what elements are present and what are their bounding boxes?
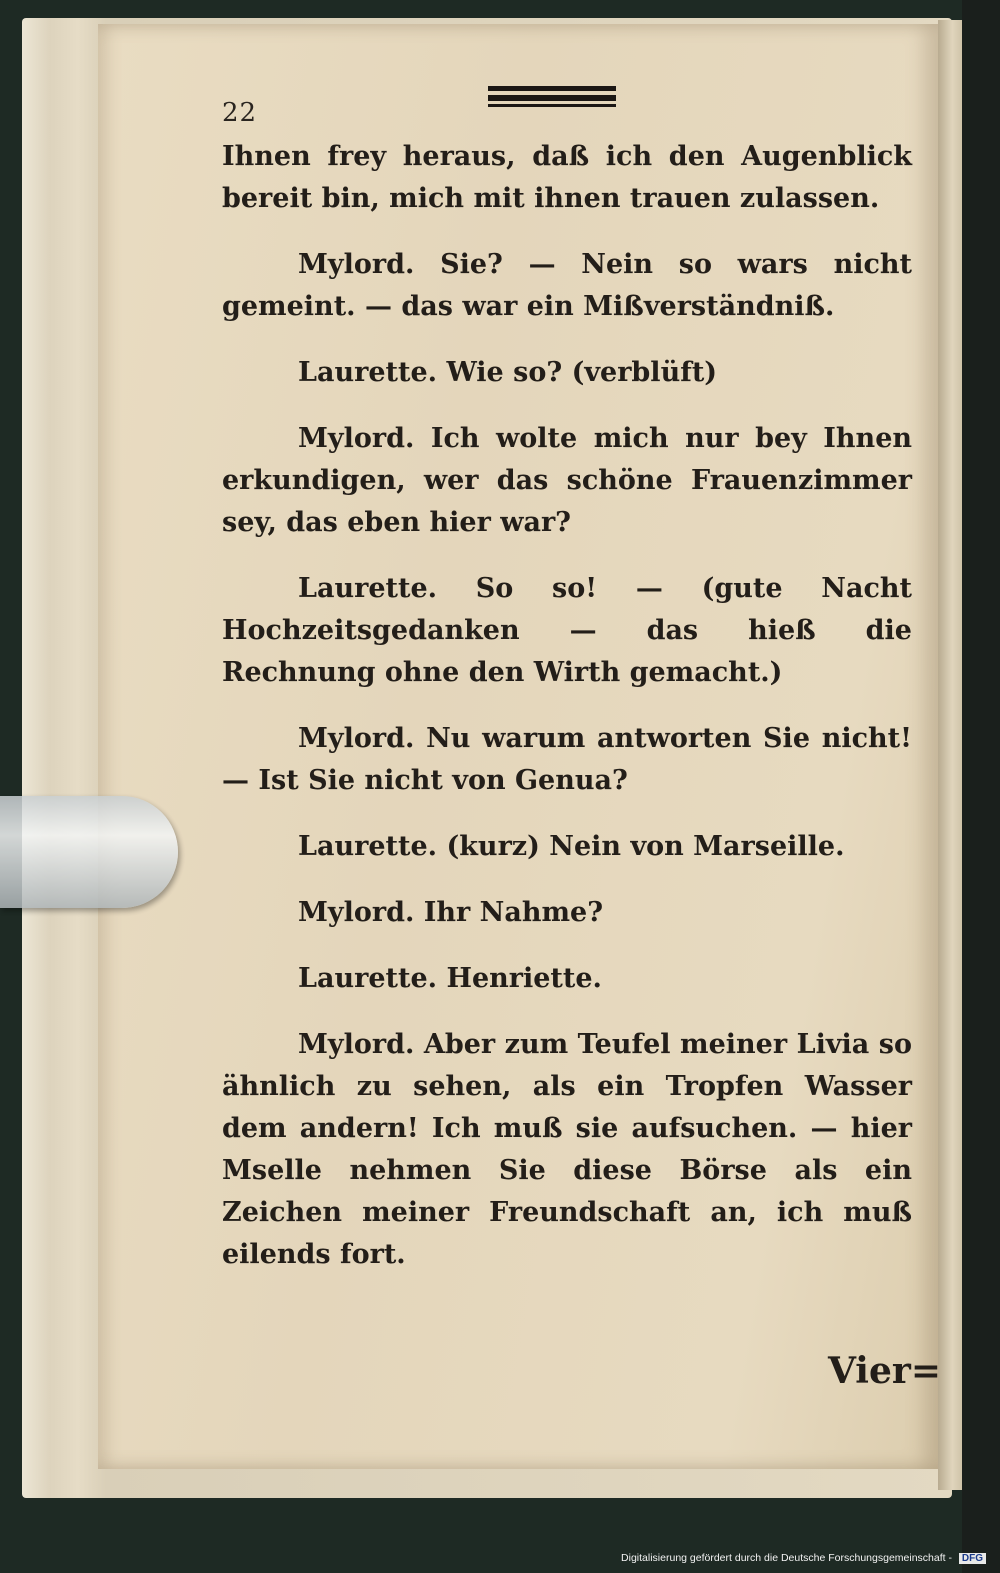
paragraph [222, 244, 912, 328]
paragraph [222, 136, 912, 220]
dfg-logo: DFG [959, 1553, 986, 1564]
speaker-name: Laurette. [298, 357, 438, 388]
header-rule [488, 95, 616, 101]
page-clip [0, 796, 178, 908]
speaker-name: Mylord. [298, 1029, 415, 1060]
speech-text: Nu warum antworten Sie nicht! — Ist Sie nicht von Genua? [222, 723, 912, 796]
scanner-background-right [962, 0, 1000, 1573]
speech-text: So so! — (gute Nacht Hochzeitsgedanken — das hieß die Rechnung ohne den Wirth gemacht.) [222, 573, 912, 688]
header-rule [488, 104, 616, 107]
page-gutter-edge [938, 20, 962, 1490]
speech-text: Ihnen frey heraus, daß ich den Augenblick bereit bin, mich mit ihnen trauen zulassen. [222, 141, 912, 214]
speaker-name: Mylord. [298, 723, 415, 754]
speaker-name: Mylord. [298, 423, 415, 454]
speech-text: (kurz) Nein von Marseille. [446, 831, 845, 862]
header-rule [488, 86, 616, 91]
paragraph [222, 568, 912, 694]
paragraph [222, 892, 912, 934]
catchword: Vier= [828, 1350, 942, 1392]
speaker-name: Mylord. [298, 897, 415, 928]
speaker-name: Mylord. [298, 249, 415, 280]
speech-text: Sie? — Nein so wars nicht gemeint. — das war ein Mißverständniß. [222, 249, 912, 322]
speech-text: Ihr Nahme? [423, 897, 604, 928]
speech-text: Henriette. [446, 963, 602, 994]
digitization-credit [621, 1552, 986, 1564]
speaker-name: Laurette. [298, 831, 438, 862]
paragraph [222, 1024, 912, 1276]
paragraph [222, 718, 912, 802]
credit-text: Digitalisierung gefördert durch die Deutsche Forschungsgemeinschaft - [621, 1552, 952, 1564]
paragraph [222, 418, 912, 544]
page-number: 22 [222, 98, 258, 128]
paragraph [222, 352, 912, 394]
paragraph [222, 958, 912, 1000]
paragraph [222, 826, 912, 868]
speaker-name: Laurette. [298, 573, 438, 604]
speaker-name: Laurette. [298, 963, 438, 994]
speech-text: Ich wolte mich nur bey Ihnen erkundigen, wer das schöne Frauenzimmer sey, das eben hier war? [222, 423, 912, 538]
page-body [222, 136, 912, 1300]
speech-text: Aber zum Teufel meiner Livia so ähnlich zu sehen, als ein Tropfen Wasser dem andern! Ich muß sie aufsuchen. — hier Mselle nehmen Sie diese Börse als ein Zeichen meiner Freundschaft an, ich muß eilends fort. [222, 1029, 912, 1270]
speech-text: Wie so? (verblüft) [446, 357, 718, 388]
